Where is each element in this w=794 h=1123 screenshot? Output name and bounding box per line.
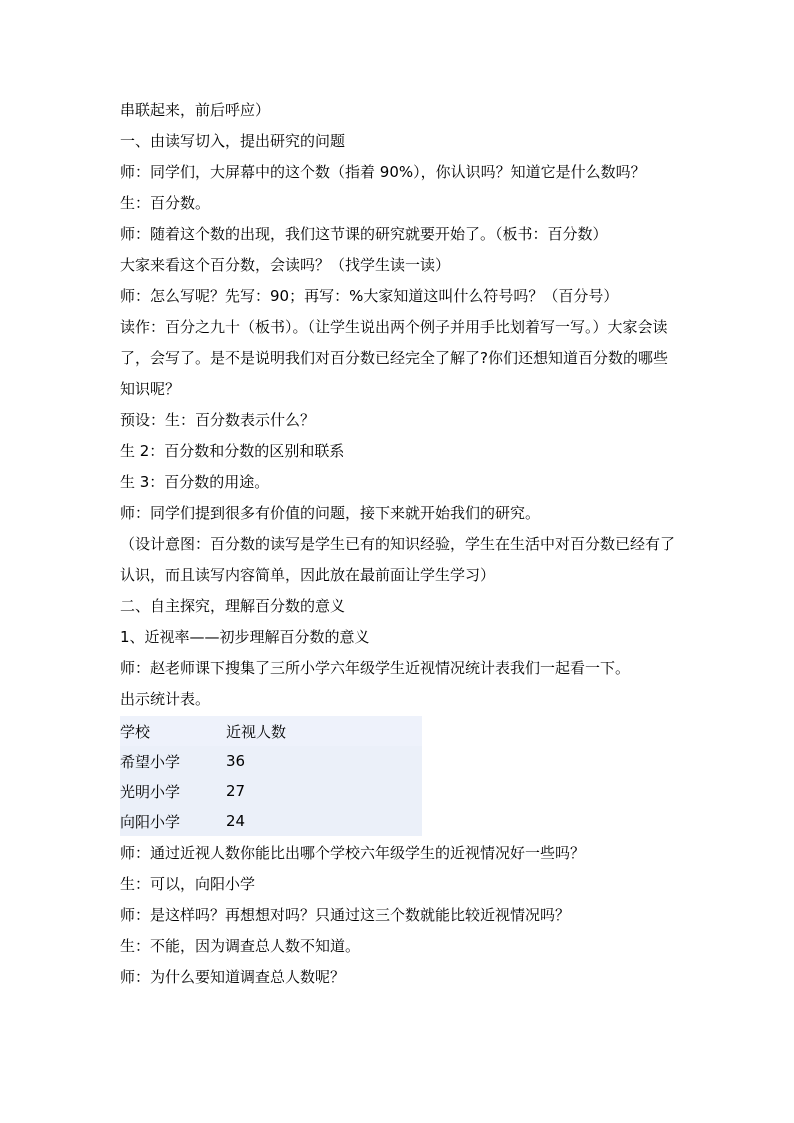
text-line: 生：百分数。 bbox=[120, 194, 211, 212]
table-cell-school: 光明小学 bbox=[120, 782, 181, 801]
text-line: 师：随着这个数的出现，我们这节课的研究就要开始了。（板书：百分数） bbox=[120, 225, 608, 243]
text-line: 师：怎么写呢？先写：90；再写：%大家知道这叫什么符号吗？（百分号） bbox=[120, 287, 619, 305]
text-line: 师：是这样吗？再想想对吗？只通过这三个数就能比较近视情况吗？ bbox=[120, 906, 571, 924]
design-intent-paragraph: （设计意图：百分数的读写是学生已有的知识经验，学生在生活中对百分数已经有了认识，而且读写内容简单，因此放在最前面让学生学习） bbox=[120, 535, 676, 584]
text-line: 师：同学们，大屏幕中的这个数（指着 90%），你认识吗？知道它是什么数吗？ bbox=[120, 163, 646, 181]
text-line: 出示统计表。 bbox=[120, 690, 211, 708]
text-line: 生：不能，因为调查总人数不知道。 bbox=[120, 937, 361, 955]
table-cell-count: 24 bbox=[226, 812, 246, 830]
text-line: 生 3：百分数的用途。 bbox=[120, 473, 270, 491]
text-line: 大家来看这个百分数，会读吗？（找学生读一读） bbox=[120, 256, 451, 274]
section-heading: 二、自主探究，理解百分数的意义 bbox=[120, 597, 346, 615]
myopia-stats-table bbox=[120, 716, 422, 836]
text-line: 生 2：百分数和分数的区别和联系 bbox=[120, 442, 345, 460]
table-header-row bbox=[120, 716, 422, 746]
text-line: 预设：生：百分数表示什么？ bbox=[120, 411, 316, 429]
table-cell-count: 36 bbox=[226, 752, 246, 770]
text-line: 师：通过近视人数你能比出哪个学校六年级学生的近视情况好一些吗？ bbox=[120, 844, 586, 862]
table-header-cell: 学校 bbox=[120, 716, 226, 746]
text-line: 串联起来，前后呼应） bbox=[120, 101, 271, 119]
text-line: 生：可以，向阳小学 bbox=[120, 875, 256, 893]
section-heading: 一、由读写切入，提出研究的问题 bbox=[120, 132, 346, 150]
table-header-cell: 近视人数 bbox=[226, 716, 422, 746]
table-cell-school: 希望小学 bbox=[120, 752, 181, 771]
text-line: 师：为什么要知道调查总人数呢？ bbox=[120, 968, 346, 986]
table-row bbox=[120, 746, 422, 776]
document-body bbox=[120, 95, 680, 993]
text-paragraph: 读作：百分之九十（板书）。（让学生说出两个例子并用手比划着写一写。）大家会读了，会写了。是不是说明我们对百分数已经完全了解了?你们还想知道百分数的哪些知识呢？ bbox=[120, 318, 668, 398]
subsection-heading: 1、近视率——初步理解百分数的意义 bbox=[120, 628, 370, 646]
table-cell-count: 27 bbox=[226, 782, 246, 800]
table-cell-school: 向阳小学 bbox=[120, 812, 181, 831]
table-row bbox=[120, 776, 422, 806]
table-row bbox=[120, 806, 422, 836]
text-line: 师：赵老师课下搜集了三所小学六年级学生近视情况统计表我们一起看一下。 bbox=[120, 659, 631, 677]
text-line: 师：同学们提到很多有价值的问题，接下来就开始我们的研究。 bbox=[120, 504, 541, 522]
